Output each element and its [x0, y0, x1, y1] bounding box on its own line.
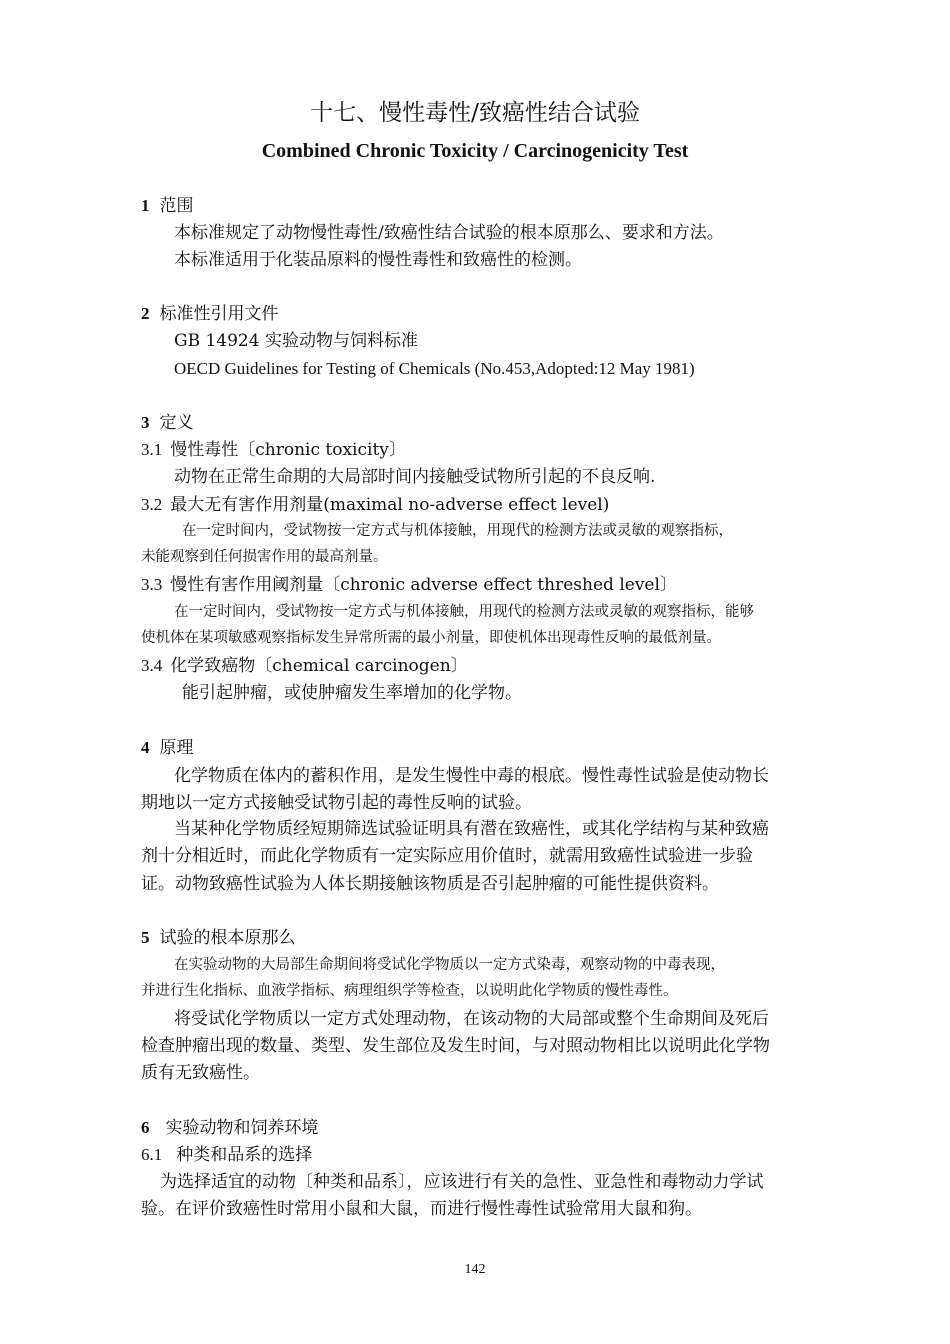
paragraph: 期地以一定方式接触受试物引起的毒性反响的试验。	[141, 793, 532, 813]
section-number: 5	[141, 928, 150, 947]
section-title: 实验动物和饲养环境	[165, 1118, 319, 1138]
definition-3-2	[141, 494, 609, 516]
definition-3-4	[141, 655, 468, 677]
definition-term: 最大无有害作用剂量(maximal no-adverse effect level)	[170, 495, 610, 515]
paragraph: 使机体在某项敏感观察指标发生异常所需的最小剂量，即使机体出现毒性反响的最低剂量。	[141, 630, 721, 646]
section-title: 标准性引用文件	[159, 304, 279, 324]
paragraph: 剂十分相近时，而此化学物质有一定实际应用价值时，就需用致癌性试验进一步验	[141, 846, 753, 866]
paragraph: 在一定时间内，受试物按一定方式与机体接触，用现代的检测方法或灵敏的观察指标，	[182, 523, 733, 539]
paragraph: 检查肿瘤出现的数量、类型、发生部位及发生时间，与对照动物相比以说明此化学物	[141, 1036, 770, 1056]
section-number: 6	[141, 1118, 150, 1137]
section-title: 试验的根本原那么	[159, 928, 296, 948]
section-number: 1	[141, 196, 150, 215]
reference-item: GB 14924 实验动物与饲料标准	[174, 331, 418, 351]
definition-term: 化学致癌物〔chemical carcinogen〕	[170, 656, 468, 676]
section-title: 定义	[159, 413, 194, 433]
subsection-number: 3.3	[141, 575, 163, 594]
paragraph: 在一定时间内，受试物按一定方式与机体接触，用现代的检测方法或灵敏的观察指标，能够	[174, 604, 754, 620]
paragraph: 未能观察到任何损害作用的最高剂量。	[141, 549, 388, 565]
paragraph: 质有无致癌性。	[141, 1063, 260, 1083]
paragraph: 为选择适宜的动物〔种类和品系〕，应该进行有关的急性、亚急性和毒物动力学试	[160, 1172, 764, 1192]
section-3-heading	[141, 412, 194, 434]
section-title: 范围	[159, 196, 194, 216]
paragraph: 在实验动物的大局部生命期间将受试化学物质以一定方式染毒，观察动物的中毒表现，	[174, 957, 725, 973]
document-title-english: Combined Chronic Toxicity / Carcinogenicity Test	[261, 140, 689, 162]
subsection-6-1	[141, 1144, 312, 1166]
definition-3-3	[141, 574, 677, 596]
paragraph: 证。动物致癌性试验为人体长期接触该物质是否引起肿瘤的可能性提供资料。	[141, 874, 719, 894]
section-number: 2	[141, 304, 150, 323]
reference-item: OECD Guidelines for Testing of Chemicals (No.453,Adopted:12 May 1981)	[174, 359, 695, 378]
paragraph: 本标准适用于化装品原料的慢性毒性和致癌性的检测。	[174, 250, 582, 270]
page-number: 142	[464, 1262, 486, 1277]
paragraph: 动物在正常生命期的大局部时间内接触受试物所引起的不良反响.	[174, 467, 656, 487]
paragraph: 将受试化学物质以一定方式处理动物，在该动物的大局部或整个生命期间及死后	[174, 1009, 769, 1029]
section-5-heading	[141, 927, 296, 949]
section-1-heading	[141, 195, 194, 217]
subsection-number: 3.1	[141, 440, 163, 459]
section-title: 原理	[159, 738, 194, 758]
subsection-number: 3.2	[141, 495, 163, 514]
paragraph: 能引起肿瘤，或使肿瘤发生率增加的化学物。	[182, 683, 522, 703]
section-number: 4	[141, 738, 150, 757]
paragraph: 本标准规定了动物慢性毒性/致癌性结合试验的根本原那么、要求和方法。	[174, 223, 724, 243]
section-4-heading	[141, 737, 194, 759]
section-6-heading	[141, 1117, 319, 1139]
definition-term: 慢性有害作用阈剂量〔chronic adverse effect threshed level〕	[170, 575, 677, 595]
subsection-title: 种类和品系的选择	[176, 1145, 313, 1165]
paragraph: 验。在评价致癌性时常用小鼠和大鼠，而进行慢性毒性试验常用大鼠和狗。	[141, 1199, 702, 1219]
subsection-number: 3.4	[141, 656, 163, 675]
subsection-number: 6.1	[141, 1145, 163, 1164]
section-number: 3	[141, 413, 150, 432]
paragraph: 并进行生化指标、血液学指标、病理组织学等检查，以说明此化学物质的慢性毒性。	[141, 983, 678, 999]
document-title-chinese: 十七、慢性毒性/致癌性结合试验	[310, 100, 640, 126]
definition-3-1	[141, 439, 406, 461]
definition-term: 慢性毒性〔chronic toxicity〕	[170, 440, 406, 460]
section-2-heading	[141, 303, 279, 325]
paragraph: 当某种化学物质经短期筛选试验证明具有潜在致癌性，或其化学结构与某种致癌	[174, 819, 769, 839]
paragraph: 化学物质在体内的蓄积作用，是发生慢性中毒的根底。慢性毒性试验是使动物长	[174, 766, 769, 786]
